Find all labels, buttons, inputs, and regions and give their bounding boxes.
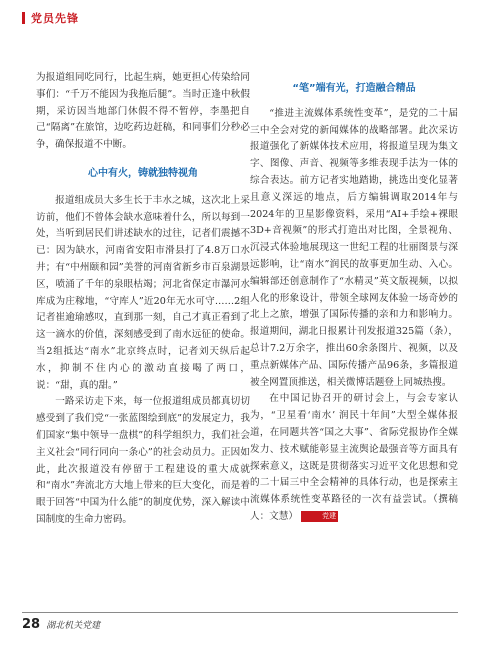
page-number: 28 (22, 617, 41, 632)
left-column (36, 70, 250, 529)
right-column (250, 81, 458, 526)
magazine-name: 湖北机关党建 (46, 621, 101, 631)
end-mark-badge: 党建 (301, 511, 338, 522)
page-footer (22, 617, 100, 632)
section-header (22, 10, 79, 26)
section-title-heart-fire: 心中有火，铸就独特视角 (88, 167, 198, 179)
paragraph-last (250, 391, 458, 525)
section-label: 党员先锋 (31, 12, 79, 25)
paragraph-text: 在中国记协召开的研讨会上，与会专家认为，“卫星看‘南水’ 润民十年间”大型全媒体报道，在同题共答“国之大事”、省际党报协作全媒发力、技术赋能彰显主流舆论最强音等方面具有探索意义，这既是贯彻落实习近平文化思想和党的二十届三中全会精神的具体行动，也是探索主流媒体系统性变革路径的一次有益尝试。（撰稿人：文慧） (250, 393, 458, 522)
paragraph-continued: 为报道组同吃同行，比起生病，她更担心传染给同事们：“千万不能因为我拖后腿”。当时正逢中秋假期，采访因当地部门休假不得不暂停，李墨把自己“隔离”在旅馆，边吃药边赶稿，和同事们分秒必争，确保报道不中断。 (36, 72, 250, 151)
paragraph: 报道组成员大多生长于丰水之城，这次北上采访前，他们不曾体会缺水意味着什么，所以每到一处，当听到居民们讲述缺水的过往，记者们震撼不已：因为缺水，河南省安阳市滑县打了4.8万口水井；有“中州颐和园”美誉的河南省新乡市百泉湖景区，喷涌了千年的泉眼枯竭；河北省保定市瀑河水库成为庄稼地，“守库人”近20年无水可守……2组记者崔逾瑜感叹，直到那一刻，自己才真正看到了这一滴水的价值，深刻感受到了南水远征的使命。当2组抵达“南水”北京终点时，记者刘天纵后起水，抑制不住内心的激动直接喝了两口，说：“甜，真的甜。” (36, 194, 250, 391)
section-title-pen-light: “笔”端有光，打造融合精品 (292, 83, 416, 94)
section-header-bar (22, 12, 25, 24)
paragraph: “推进主流媒体系统性变革”，是党的二十届三中全会对党的新闻媒体的战略部署。此次采访报道强化了新媒体技术应用，将报道呈现为集文字、图像、声音、视频等多维表现手法为一体的综合表达。前方记者实地踏勘，挑选出变化显著且意义深远的地点，后方编辑调取2014年与2024年的卫星影像资料，采用“AI+手绘+裸眼3D+音视频”的形式打造出对比图，全景视角、沉浸式体验地展现这一世纪工程的壮丽图景与深远影响，让“南水”润民的故事更加生动、入心。编辑部还创意制作了“水精灵”英文版视频，以拟人化的形象设计，带领全球网友体验一场奇妙的北上之旅，增强了国际传播的亲和力和影响力。报道期间，湖北日报累计刊发报道325篇（条），总计7.2万余字，推出60余条图片、视频，以及重点新媒体产品、国际传播产品96条，多篇报道被全网置顶推送，相关微博话题登上同城热搜。 (250, 107, 458, 388)
footer-divider (22, 612, 458, 613)
paragraph: 一路采访走下来，每一位报道组成员都真切切感受到了我们党“一张蓝图绘到底”的发展定力，我们国家“集中领导一盘棋”的科学组织力，我们社会主义社会“同行同向一条心”的社会动员力。正因如此，此次报道没有停留于工程建设的重大成就和“南水”奔流北方大地上带来的巨大变化，而是着眼于回答“中国为什么能”的制度优势，深入解读中国制度的生命力密码。 (36, 396, 250, 525)
